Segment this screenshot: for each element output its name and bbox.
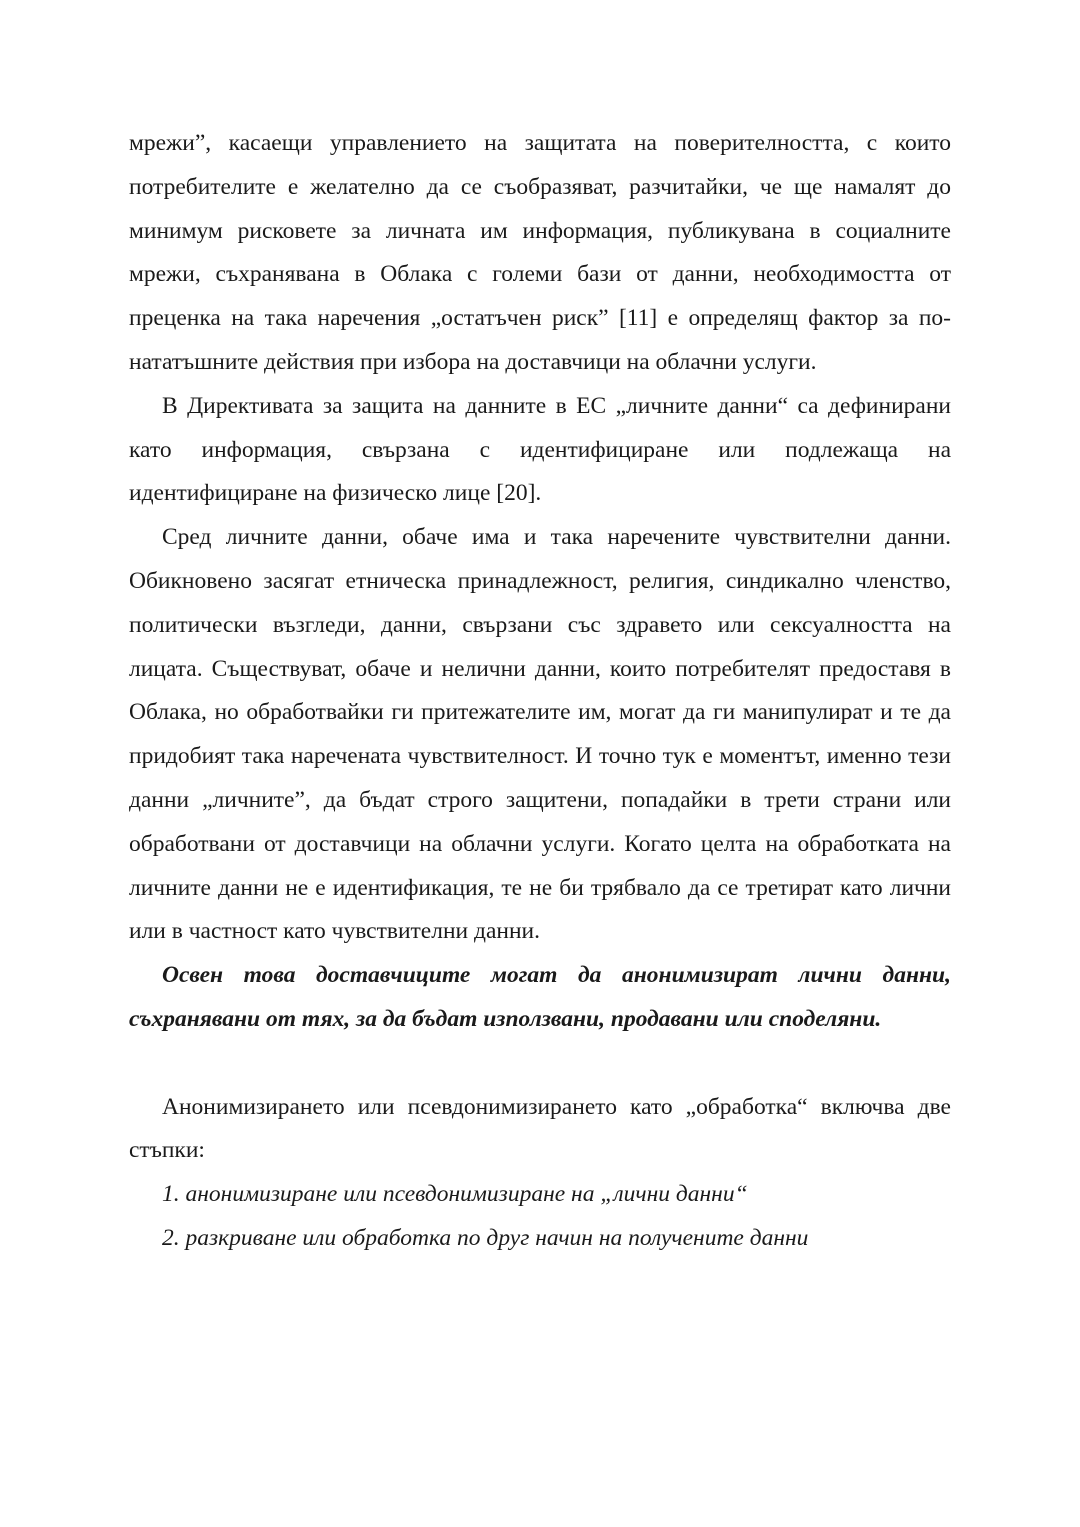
paragraph-directive: В Директивата за защита на данните в ЕС „личните данни“ са дефинирани като информация, свързана с идентифициране или подлежаща на идентифициране на физическо лице [20]. <box>129 392 951 507</box>
document-body <box>129 122 951 1261</box>
blank-line <box>129 1042 951 1086</box>
list-item-2: 2. разкриване или обработка по друг начин на получените данни <box>162 1224 809 1251</box>
paragraph-continued: мрежи”, касаещи управлението на защитата на поверителността, с които потребителите е желателно да се съобразяват, разчитайки, че ще намалят до минимум рисковете за личната им информация, публикувана в социалните мрежи, съхранявана в Облака с големи бази от данни, необходимостта от преценка на така наречения „остатъчен риск” [11] е определящ фактор за по-нататъшните действия при избора на доставчици на облачни услуги. <box>129 130 951 375</box>
paragraph-sensitive-data: Сред личните данни, обаче има и така наречените чувствителни данни. Обикновено засягат етническа принадлежност, религия, синдикално членство, политически възгледи, данни, свързани със здравето или сексуалността на лицата. Съществуват, обаче и нелични данни, които потребителят предоставя в Облака, но обработвайки ги притежателите им, могат да ги манипулират и те да придобият така наречената чувствителност. И точно тук е моментът, именно тези данни „личните”, да бъдат строго защитени, попадайки в трети страни или обработвани от доставчици на облачни услуги. Когато целта на обработката на личните данни не е идентификация, те не би трябвало да се третират като лични или в частност като чувствителни данни. <box>129 524 951 945</box>
paragraph-emphasis: Освен това доставчиците могат да анонимизират лични данни, съхранявани от тях, за да бъдат използвани, продавани или споделяни. <box>129 962 951 1032</box>
list-item-1: 1. анонимизиране или псевдонимизиране на „лични данни“ <box>162 1181 748 1208</box>
paragraph-anonymization: Анонимизирането или псевдонимизирането като „обработка“ включва две стъпки: <box>129 1093 951 1164</box>
